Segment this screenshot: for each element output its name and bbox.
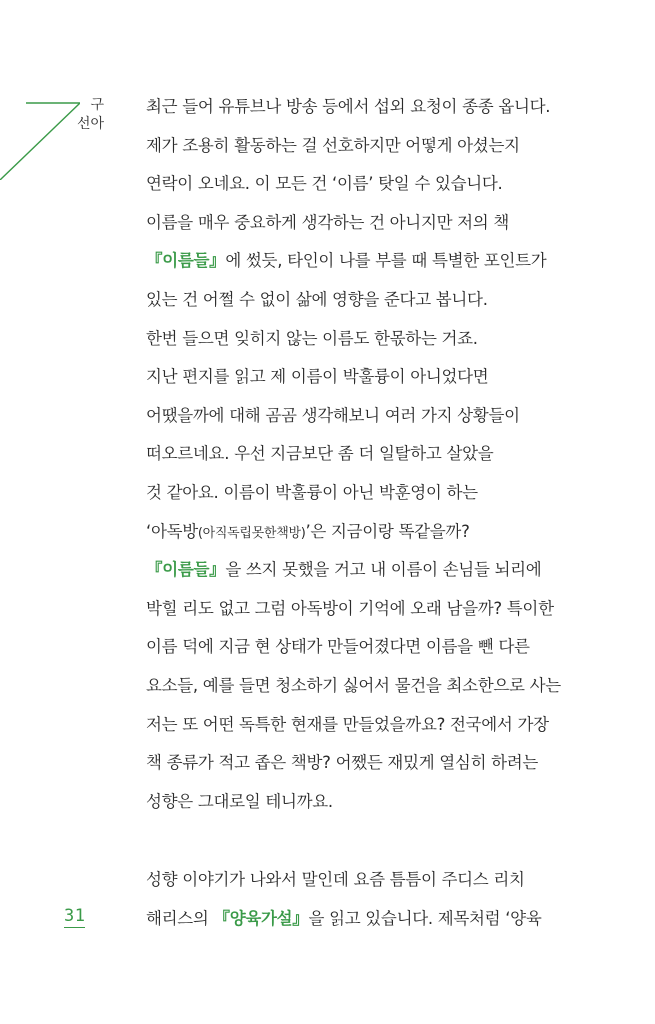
text-line: 책 종류가 적고 좁은 책방? 어쨌든 재밌게 열심히 하려는 bbox=[146, 753, 539, 773]
bookstore-full-name: (아직독립못한책방) bbox=[197, 525, 306, 541]
text-line-rest: 을 읽고 있습니다. 제목처럼 ‘양육 bbox=[308, 908, 542, 928]
corner-decoration-lines bbox=[0, 0, 80, 180]
text-line-rest: 을 쓰지 못했을 거고 내 이름이 손님들 뇌리에 bbox=[225, 560, 542, 580]
paragraph-gap bbox=[146, 821, 616, 861]
text-line bbox=[146, 551, 616, 590]
text-line: 성향은 그대로일 테니까요. bbox=[146, 791, 333, 811]
text-line-rest: ’은 지금이랑 똑같을까? bbox=[305, 521, 470, 541]
book-title-names: 『이름들』 bbox=[146, 251, 226, 271]
text-line: 저는 또 어떤 독특한 현재를 만들었을까요? 전국에서 가장 bbox=[146, 714, 549, 734]
book-title-parenting: 『양육가설』 bbox=[213, 908, 309, 928]
text-line: 연락이 오네요. 이 모든 건 ‘이름’ 탓일 수 있습니다. bbox=[146, 174, 503, 194]
text-line: 것 같아요. 이름이 박훌륭이 아닌 박훈영이 하는 bbox=[146, 482, 478, 502]
text-line: 성향 이야기가 나와서 말인데 요즘 틈틈이 주디스 리치 bbox=[146, 870, 525, 890]
text-line: 떠오르네요. 우선 지금보단 좀 더 일탈하고 살았을 bbox=[146, 444, 494, 464]
letter-body bbox=[146, 88, 616, 938]
text-line: 어땠을까에 대해 곰곰 생각해보니 여러 가지 상황들이 bbox=[146, 405, 520, 425]
text-line: 최근 들어 유튜브나 방송 등에서 섭외 요청이 종종 옵니다. bbox=[146, 97, 551, 116]
text-line: 지난 편지를 읽고 제 이름이 박훌륭이 아니었다면 bbox=[146, 367, 489, 387]
speaker-name-line1: 구 bbox=[90, 97, 104, 113]
text-line-start: 해리스의 bbox=[146, 908, 214, 928]
text-line-rest: 에 썼듯, 타인이 나를 부를 때 특별한 포인트가 bbox=[225, 251, 547, 271]
text-line: 이름 덕에 지금 현 상태가 만들어졌다면 이름을 뺀 다른 bbox=[146, 637, 530, 657]
text-line bbox=[146, 242, 616, 281]
text-line bbox=[146, 513, 616, 552]
text-line: 이름을 매우 중요하게 생각하는 건 아니지만 저의 책 bbox=[146, 212, 510, 232]
text-line: 박힐 리도 없고 그럼 아독방이 기억에 오래 남을까? 특이한 bbox=[146, 598, 554, 618]
text-line: 한번 들으면 잊히지 않는 이름도 한몫하는 거죠. bbox=[146, 328, 478, 348]
speaker-name bbox=[64, 96, 104, 134]
text-line bbox=[146, 900, 616, 939]
text-line-start: ‘아독방 bbox=[146, 521, 198, 541]
page-number: 31 bbox=[64, 906, 86, 926]
book-title-names: 『이름들』 bbox=[146, 560, 226, 580]
speaker-name-line2: 선아 bbox=[76, 116, 104, 132]
text-line: 있는 건 어쩔 수 없이 삶에 영향을 준다고 봅니다. bbox=[146, 289, 488, 309]
text-line: 요소들, 예를 들면 청소하기 싫어서 물건을 최소한으로 사는 bbox=[146, 675, 561, 695]
text-line: 제가 조용히 활동하는 걸 선호하지만 어떻게 아셨는지 bbox=[146, 135, 520, 155]
